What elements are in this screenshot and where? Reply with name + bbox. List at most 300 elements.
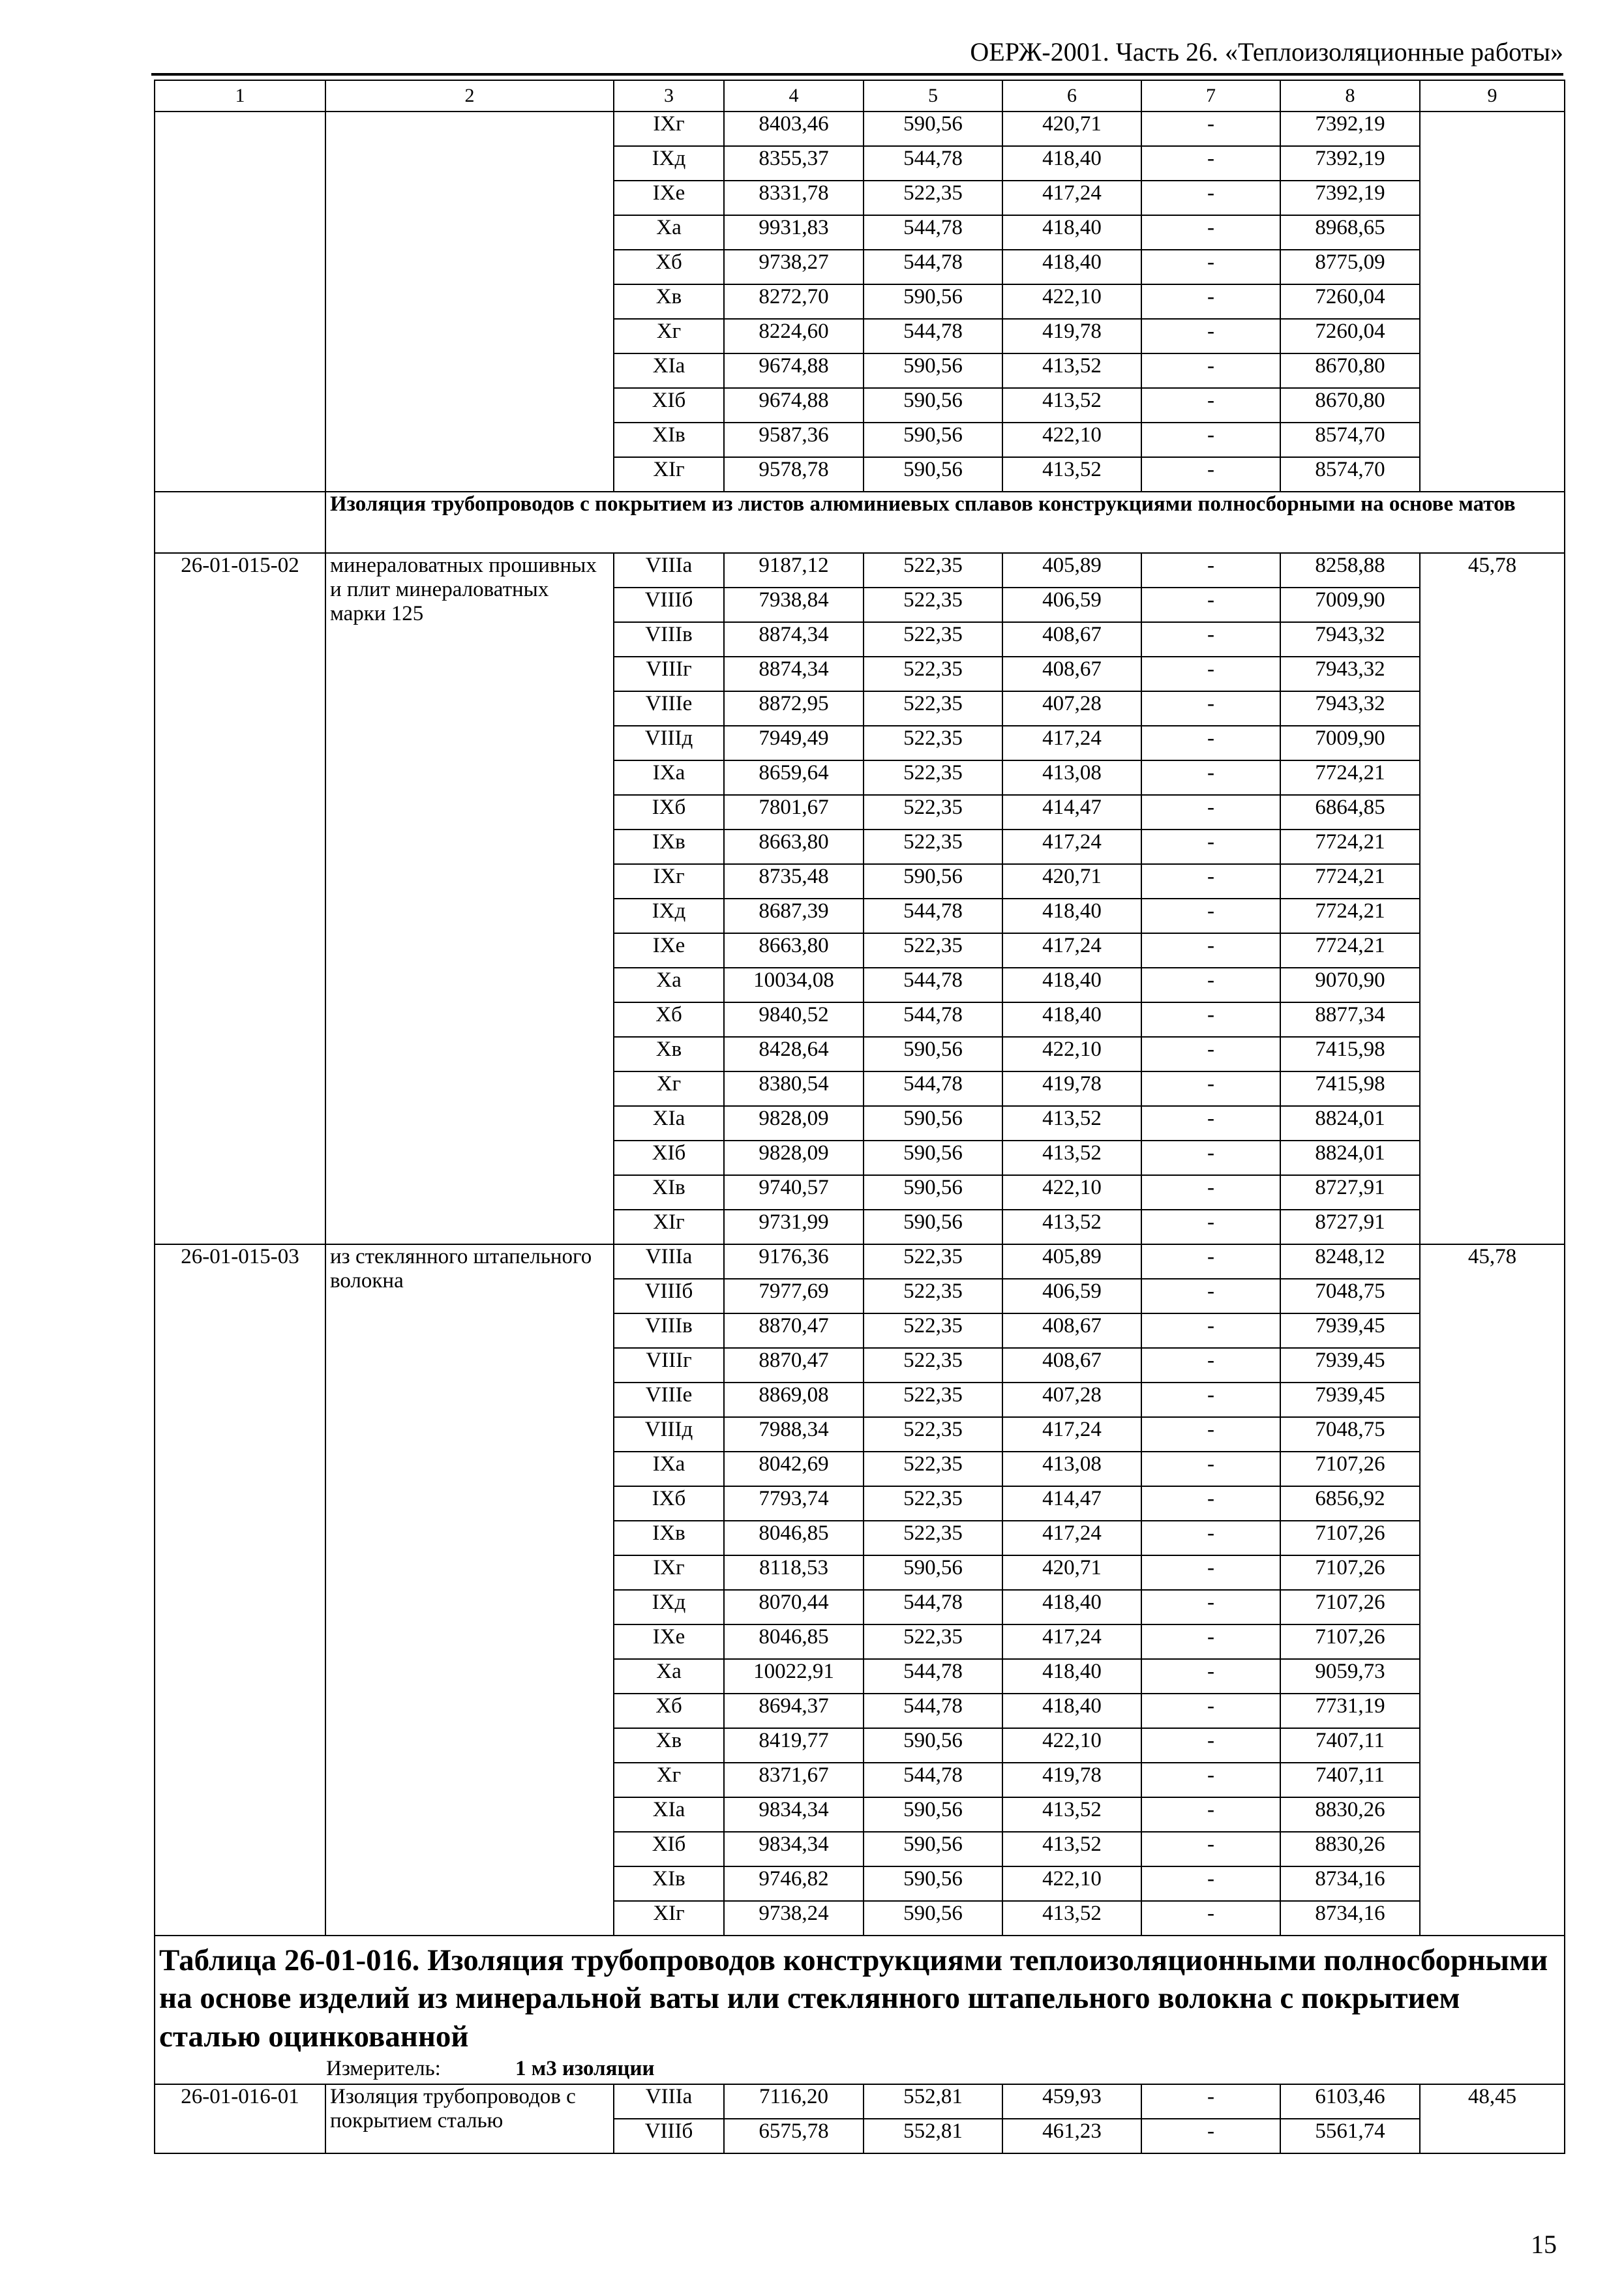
table-cell: 7107,26 xyxy=(1280,1521,1420,1555)
table-cell: 590,56 xyxy=(864,112,1002,146)
table-cell: 7392,19 xyxy=(1280,112,1420,146)
table-cell: 420,71 xyxy=(1002,864,1141,899)
table-cell: 8331,78 xyxy=(724,181,864,215)
table-cell: - xyxy=(1141,146,1280,181)
table-cell: 417,24 xyxy=(1002,726,1141,760)
table-cell: 522,35 xyxy=(864,1417,1002,1452)
table-cell: 418,40 xyxy=(1002,215,1141,250)
table-cell: 544,78 xyxy=(864,899,1002,933)
table-cell: 6856,92 xyxy=(1280,1486,1420,1521)
table-cell: 522,35 xyxy=(864,691,1002,726)
table-cell: - xyxy=(1141,1037,1280,1071)
table-cell: 6103,46 xyxy=(1280,2084,1420,2119)
table-cell: 590,56 xyxy=(864,1210,1002,1244)
empty-cell xyxy=(155,492,325,553)
table-cell: 522,35 xyxy=(864,726,1002,760)
table-cell: 414,47 xyxy=(1002,1486,1141,1521)
table-cell: - xyxy=(1141,622,1280,657)
table-cell: 407,28 xyxy=(1002,691,1141,726)
table-cell: 552,81 xyxy=(864,2084,1002,2119)
table-cell: 413,52 xyxy=(1002,1141,1141,1175)
table-cell: - xyxy=(1141,1210,1280,1244)
table-cell: 522,35 xyxy=(864,1452,1002,1486)
table-cell: Xв xyxy=(614,1037,724,1071)
table-cell: IXб xyxy=(614,795,724,830)
table-cell: - xyxy=(1141,1694,1280,1728)
table-cell: 7260,04 xyxy=(1280,284,1420,319)
table-cell: 408,67 xyxy=(1002,1313,1141,1348)
table-cell: 7392,19 xyxy=(1280,146,1420,181)
table-cell: 7724,21 xyxy=(1280,899,1420,933)
table-cell: - xyxy=(1141,1071,1280,1106)
table-cell: 522,35 xyxy=(864,1383,1002,1417)
table-cell: IXг xyxy=(614,864,724,899)
table-cell: 413,52 xyxy=(1002,1832,1141,1866)
table-cell: 522,35 xyxy=(864,1348,1002,1383)
table-cell: - xyxy=(1141,1659,1280,1694)
column-number: 4 xyxy=(724,80,864,112)
table-cell: 522,35 xyxy=(864,1244,1002,1279)
table-cell: - xyxy=(1141,968,1280,1002)
table-cell: 418,40 xyxy=(1002,899,1141,933)
table-cell: 9740,57 xyxy=(724,1175,864,1210)
table-cell: 8419,77 xyxy=(724,1728,864,1763)
measure-label: Измеритель: xyxy=(326,2056,441,2080)
table-cell: 9738,27 xyxy=(724,250,864,284)
table-cell: 418,40 xyxy=(1002,1590,1141,1624)
table-cell: IXе xyxy=(614,933,724,968)
table-cell: 590,56 xyxy=(864,1832,1002,1866)
table-cell: Xб xyxy=(614,250,724,284)
measure-line xyxy=(155,2056,1564,2084)
table-cell: 7415,98 xyxy=(1280,1037,1420,1071)
table-cell: 7407,11 xyxy=(1280,1728,1420,1763)
table-cell: 7392,19 xyxy=(1280,181,1420,215)
table-cell: 422,10 xyxy=(1002,1175,1141,1210)
table-cell: - xyxy=(1141,1521,1280,1555)
table-cell: 8874,34 xyxy=(724,622,864,657)
table-cell: - xyxy=(1141,319,1280,353)
table-cell: 8371,67 xyxy=(724,1763,864,1797)
table-cell: 590,56 xyxy=(864,1175,1002,1210)
table-cell: VIIIб xyxy=(614,588,724,622)
table-cell: 418,40 xyxy=(1002,146,1141,181)
table-cell: XIв xyxy=(614,1866,724,1901)
table-cell: - xyxy=(1141,457,1280,492)
table-cell: 8574,70 xyxy=(1280,423,1420,457)
table-cell: - xyxy=(1141,1002,1280,1037)
table-cell: - xyxy=(1141,1590,1280,1624)
table-cell: 8694,37 xyxy=(724,1694,864,1728)
table-cell: 419,78 xyxy=(1002,1763,1141,1797)
table-cell: 8830,26 xyxy=(1280,1832,1420,1866)
table-row xyxy=(155,1244,1565,1279)
table-cell: IXв xyxy=(614,830,724,864)
table-cell: 9828,09 xyxy=(724,1106,864,1141)
table-cell: 9587,36 xyxy=(724,423,864,457)
table-cell: 414,47 xyxy=(1002,795,1141,830)
column-number: 2 xyxy=(325,80,614,112)
table-cell: - xyxy=(1141,1417,1280,1452)
table-cell: XIв xyxy=(614,423,724,457)
table-cell: 406,59 xyxy=(1002,588,1141,622)
table-cell: 9828,09 xyxy=(724,1141,864,1175)
table-cell: IXв xyxy=(614,1521,724,1555)
table-cell: 8872,95 xyxy=(724,691,864,726)
table-cell: 418,40 xyxy=(1002,1694,1141,1728)
table-cell: 422,10 xyxy=(1002,284,1141,319)
table-cell: - xyxy=(1141,1141,1280,1175)
table-cell: VIIIе xyxy=(614,691,724,726)
table-cell: 590,56 xyxy=(864,284,1002,319)
column-number: 6 xyxy=(1002,80,1141,112)
table-cell: 8042,69 xyxy=(724,1452,864,1486)
table-cell: 7107,26 xyxy=(1280,1555,1420,1590)
table-cell: 406,59 xyxy=(1002,1279,1141,1313)
column-number: 3 xyxy=(614,80,724,112)
table-cell: 7943,32 xyxy=(1280,622,1420,657)
column-number: 5 xyxy=(864,80,1002,112)
table-cell: - xyxy=(1141,1797,1280,1832)
table-cell: 7407,11 xyxy=(1280,1763,1420,1797)
table-cell: 544,78 xyxy=(864,1071,1002,1106)
table-cell: - xyxy=(1141,2084,1280,2119)
table-cell: - xyxy=(1141,1244,1280,1279)
table-cell: - xyxy=(1141,1452,1280,1486)
table-cell: 7939,45 xyxy=(1280,1313,1420,1348)
table-cell: 590,56 xyxy=(864,1141,1002,1175)
table-cell: 413,08 xyxy=(1002,1452,1141,1486)
table-cell: - xyxy=(1141,1866,1280,1901)
table-cell: 8877,34 xyxy=(1280,1002,1420,1037)
table-cell: 7009,90 xyxy=(1280,726,1420,760)
table-title: Таблица 26-01-016. Изоляция трубопроводов конструкциями теплоизоляционными полносборными на основе изделий из минеральной ваты или стеклянного штапельного волокна с покрытием сталью оцинкованной xyxy=(159,1943,1548,2054)
table-cell: XIа xyxy=(614,1106,724,1141)
table-row xyxy=(155,112,1565,146)
table-cell: 590,56 xyxy=(864,1728,1002,1763)
table-cell: VIIIе xyxy=(614,1383,724,1417)
table-cell: IXе xyxy=(614,181,724,215)
column-number: 8 xyxy=(1280,80,1420,112)
table-cell: 420,71 xyxy=(1002,112,1141,146)
table-cell: - xyxy=(1141,933,1280,968)
table-cell: 417,24 xyxy=(1002,830,1141,864)
table-cell: 419,78 xyxy=(1002,319,1141,353)
table-cell: 8687,39 xyxy=(724,899,864,933)
table-cell: 413,52 xyxy=(1002,1210,1141,1244)
table-title-row xyxy=(155,1936,1565,2084)
table-cell: 544,78 xyxy=(864,1590,1002,1624)
table-cell: VIIIв xyxy=(614,622,724,657)
table-cell: IXг xyxy=(614,1555,724,1590)
table-cell: VIIIа xyxy=(614,2084,724,2119)
table-cell: 7793,74 xyxy=(724,1486,864,1521)
table-cell: 9674,88 xyxy=(724,353,864,388)
table-cell: Xа xyxy=(614,215,724,250)
table-cell: - xyxy=(1141,1106,1280,1141)
table-cell: IXб xyxy=(614,1486,724,1521)
table-cell: Xв xyxy=(614,1728,724,1763)
table-cell: 9834,34 xyxy=(724,1832,864,1866)
table-cell: 417,24 xyxy=(1002,933,1141,968)
table-cell: 417,24 xyxy=(1002,181,1141,215)
table-cell: XIб xyxy=(614,388,724,423)
table-cell: 8403,46 xyxy=(724,112,864,146)
table-cell: Xг xyxy=(614,1763,724,1797)
table-cell: 8046,85 xyxy=(724,1624,864,1659)
table-cell: 590,56 xyxy=(864,1106,1002,1141)
table-cell: 8968,65 xyxy=(1280,215,1420,250)
table-cell: 413,08 xyxy=(1002,760,1141,795)
table-cell: 8734,16 xyxy=(1280,1866,1420,1901)
table-cell: 590,56 xyxy=(864,457,1002,492)
table-cell: 590,56 xyxy=(864,1797,1002,1832)
table-cell: 422,10 xyxy=(1002,1728,1141,1763)
table-cell: 413,52 xyxy=(1002,1901,1141,1936)
table-cell: 459,93 xyxy=(1002,2084,1141,2119)
table-cell: - xyxy=(1141,1763,1280,1797)
section-heading-row xyxy=(155,492,1565,553)
table-cell: 422,10 xyxy=(1002,1866,1141,1901)
table-cell: 7943,32 xyxy=(1280,691,1420,726)
table-cell: - xyxy=(1141,1486,1280,1521)
table-cell: IXд xyxy=(614,899,724,933)
table-cell: - xyxy=(1141,1348,1280,1383)
table-cell: 8272,70 xyxy=(724,284,864,319)
table-cell: - xyxy=(1141,1555,1280,1590)
table-cell: 405,89 xyxy=(1002,1244,1141,1279)
col9-cell xyxy=(1420,112,1565,492)
table-cell: 461,23 xyxy=(1002,2119,1141,2153)
table-cell: 522,35 xyxy=(864,795,1002,830)
table-cell: 422,10 xyxy=(1002,423,1141,457)
table-cell: VIIIв xyxy=(614,1313,724,1348)
table-cell: 522,35 xyxy=(864,1521,1002,1555)
table-cell: 6864,85 xyxy=(1280,795,1420,830)
table-cell: 8870,47 xyxy=(724,1313,864,1348)
table-cell: 544,78 xyxy=(864,968,1002,1002)
section-heading: Изоляция трубопроводов с покрытием из листов алюминиевых сплавов конструкциями полносборными на основе матов xyxy=(325,492,1565,553)
table-cell: 590,56 xyxy=(864,1037,1002,1071)
table-cell: 419,78 xyxy=(1002,1071,1141,1106)
table-cell: 9840,52 xyxy=(724,1002,864,1037)
table-cell: 417,24 xyxy=(1002,1417,1141,1452)
table-cell: 7724,21 xyxy=(1280,830,1420,864)
table-cell: - xyxy=(1141,2119,1280,2153)
table-cell: 590,56 xyxy=(864,864,1002,899)
table-cell: - xyxy=(1141,864,1280,899)
table-cell: 7107,26 xyxy=(1280,1452,1420,1486)
table-cell: 590,56 xyxy=(864,353,1002,388)
table-cell: 7949,49 xyxy=(724,726,864,760)
table-cell: - xyxy=(1141,1383,1280,1417)
table-cell: 9746,82 xyxy=(724,1866,864,1901)
table-cell: 7724,21 xyxy=(1280,864,1420,899)
table-cell: 552,81 xyxy=(864,2119,1002,2153)
table-cell: 8070,44 xyxy=(724,1590,864,1624)
table-cell: XIв xyxy=(614,1175,724,1210)
column-number: 9 xyxy=(1420,80,1565,112)
table-cell: 544,78 xyxy=(864,1763,1002,1797)
table-cell: 9070,90 xyxy=(1280,968,1420,1002)
table-cell: 522,35 xyxy=(864,1624,1002,1659)
table-cell: Xа xyxy=(614,1659,724,1694)
table-cell: - xyxy=(1141,1175,1280,1210)
table-cell: 7048,75 xyxy=(1280,1417,1420,1452)
table-cell: 544,78 xyxy=(864,319,1002,353)
table-cell: 544,78 xyxy=(864,1659,1002,1694)
table-cell: 418,40 xyxy=(1002,968,1141,1002)
table-cell: 413,52 xyxy=(1002,353,1141,388)
table-cell: 8574,70 xyxy=(1280,457,1420,492)
table-cell: 7415,98 xyxy=(1280,1071,1420,1106)
table-cell: 9834,34 xyxy=(724,1797,864,1832)
table-cell: XIг xyxy=(614,1210,724,1244)
table-cell: IXг xyxy=(614,112,724,146)
table-cell: 8824,01 xyxy=(1280,1106,1420,1141)
table-cell: 544,78 xyxy=(864,1694,1002,1728)
table-cell: 8380,54 xyxy=(724,1071,864,1106)
table-cell: - xyxy=(1141,657,1280,691)
measure-value: 1 м3 изоляции xyxy=(515,2056,655,2080)
name-cell xyxy=(325,112,614,492)
table-cell: IXе xyxy=(614,1624,724,1659)
table-cell: IXа xyxy=(614,760,724,795)
table-cell: XIг xyxy=(614,457,724,492)
code-cell: 26-01-015-02 xyxy=(155,553,325,1244)
table-cell: - xyxy=(1141,1728,1280,1763)
table-cell: 422,10 xyxy=(1002,1037,1141,1071)
table-cell: 413,52 xyxy=(1002,457,1141,492)
table-cell: 8428,64 xyxy=(724,1037,864,1071)
table-cell: 8735,48 xyxy=(724,864,864,899)
table-cell: - xyxy=(1141,588,1280,622)
page-header: ОЕРЖ-2001. Часть 26. «Теплоизоляционные работы» xyxy=(970,37,1563,67)
header-rule xyxy=(151,73,1563,76)
table-cell: 9731,99 xyxy=(724,1210,864,1244)
table-cell: 522,35 xyxy=(864,760,1002,795)
table-cell: - xyxy=(1141,423,1280,457)
table-cell: 7939,45 xyxy=(1280,1348,1420,1383)
table-cell: IXд xyxy=(614,146,724,181)
table-cell: - xyxy=(1141,1624,1280,1659)
table-cell: 8775,09 xyxy=(1280,250,1420,284)
table-cell: 7943,32 xyxy=(1280,657,1420,691)
table-cell: Xа xyxy=(614,968,724,1002)
table-cell: VIIIб xyxy=(614,2119,724,2153)
table-cell: Xб xyxy=(614,1002,724,1037)
table-cell: 7977,69 xyxy=(724,1279,864,1313)
table-cell: 417,24 xyxy=(1002,1624,1141,1659)
table-cell: VIIIг xyxy=(614,1348,724,1383)
table-cell: 8830,26 xyxy=(1280,1797,1420,1832)
column-number: 7 xyxy=(1141,80,1280,112)
table-cell: 420,71 xyxy=(1002,1555,1141,1590)
table-cell: 7107,26 xyxy=(1280,1590,1420,1624)
table-cell: 10034,08 xyxy=(724,968,864,1002)
table-cell: - xyxy=(1141,795,1280,830)
table-cell: 405,89 xyxy=(1002,553,1141,588)
table-cell: - xyxy=(1141,830,1280,864)
table-cell: 522,35 xyxy=(864,181,1002,215)
table-cell: 7938,84 xyxy=(724,588,864,622)
table-title-cell xyxy=(155,1936,1565,2084)
table-cell: 413,52 xyxy=(1002,388,1141,423)
table-cell: 9738,24 xyxy=(724,1901,864,1936)
table-cell: 544,78 xyxy=(864,1002,1002,1037)
table-cell: 9059,73 xyxy=(1280,1659,1420,1694)
table-cell: 522,35 xyxy=(864,1279,1002,1313)
table-cell: 8670,80 xyxy=(1280,388,1420,423)
table-cell: 8727,91 xyxy=(1280,1175,1420,1210)
table-row xyxy=(155,2084,1565,2119)
table-cell: Xг xyxy=(614,319,724,353)
table-cell: 522,35 xyxy=(864,553,1002,588)
table-cell: - xyxy=(1141,1832,1280,1866)
table-cell: XIб xyxy=(614,1141,724,1175)
table-cell: Xв xyxy=(614,284,724,319)
table-cell: 8869,08 xyxy=(724,1383,864,1417)
table-cell: - xyxy=(1141,215,1280,250)
column-number: 1 xyxy=(155,80,325,112)
table-cell: 5561,74 xyxy=(1280,2119,1420,2153)
table-cell: 418,40 xyxy=(1002,250,1141,284)
table-cell: IXд xyxy=(614,1590,724,1624)
table-cell: 8824,01 xyxy=(1280,1141,1420,1175)
table-cell: 522,35 xyxy=(864,657,1002,691)
table-cell: - xyxy=(1141,760,1280,795)
col9-cell: 45,78 xyxy=(1420,1244,1565,1936)
table-cell: 408,67 xyxy=(1002,1348,1141,1383)
table-cell: 522,35 xyxy=(864,622,1002,657)
table-cell: 8355,37 xyxy=(724,146,864,181)
table-cell: - xyxy=(1141,553,1280,588)
table-cell: 8659,64 xyxy=(724,760,864,795)
table-cell: XIб xyxy=(614,1832,724,1866)
table-cell: - xyxy=(1141,284,1280,319)
table-cell: 418,40 xyxy=(1002,1659,1141,1694)
table-cell: Xб xyxy=(614,1694,724,1728)
table-cell: 8663,80 xyxy=(724,933,864,968)
table-cell: VIIIб xyxy=(614,1279,724,1313)
table-cell: 8663,80 xyxy=(724,830,864,864)
table-cell: 7260,04 xyxy=(1280,319,1420,353)
table-cell: 408,67 xyxy=(1002,622,1141,657)
table-cell: VIIIд xyxy=(614,1417,724,1452)
table-cell: 8258,88 xyxy=(1280,553,1420,588)
table-cell: 9674,88 xyxy=(724,388,864,423)
name-cell: из стеклянного штапельного волокна xyxy=(325,1244,614,1936)
table-cell: - xyxy=(1141,353,1280,388)
table-cell: - xyxy=(1141,1279,1280,1313)
table-cell: 9176,36 xyxy=(724,1244,864,1279)
column-number-row xyxy=(155,80,1565,112)
table-cell: 6575,78 xyxy=(724,2119,864,2153)
code-cell: 26-01-015-03 xyxy=(155,1244,325,1936)
table-cell: 590,56 xyxy=(864,1866,1002,1901)
table-cell: 544,78 xyxy=(864,250,1002,284)
table-cell: 522,35 xyxy=(864,1486,1002,1521)
table-cell: 8248,12 xyxy=(1280,1244,1420,1279)
table-cell: 8870,47 xyxy=(724,1348,864,1383)
table-cell: XIа xyxy=(614,353,724,388)
table-cell: 590,56 xyxy=(864,1555,1002,1590)
table-cell: 9187,12 xyxy=(724,553,864,588)
page-number: 15 xyxy=(1531,2230,1557,2259)
table-cell: 590,56 xyxy=(864,423,1002,457)
col9-cell: 45,78 xyxy=(1420,553,1565,1244)
table-cell: 544,78 xyxy=(864,146,1002,181)
